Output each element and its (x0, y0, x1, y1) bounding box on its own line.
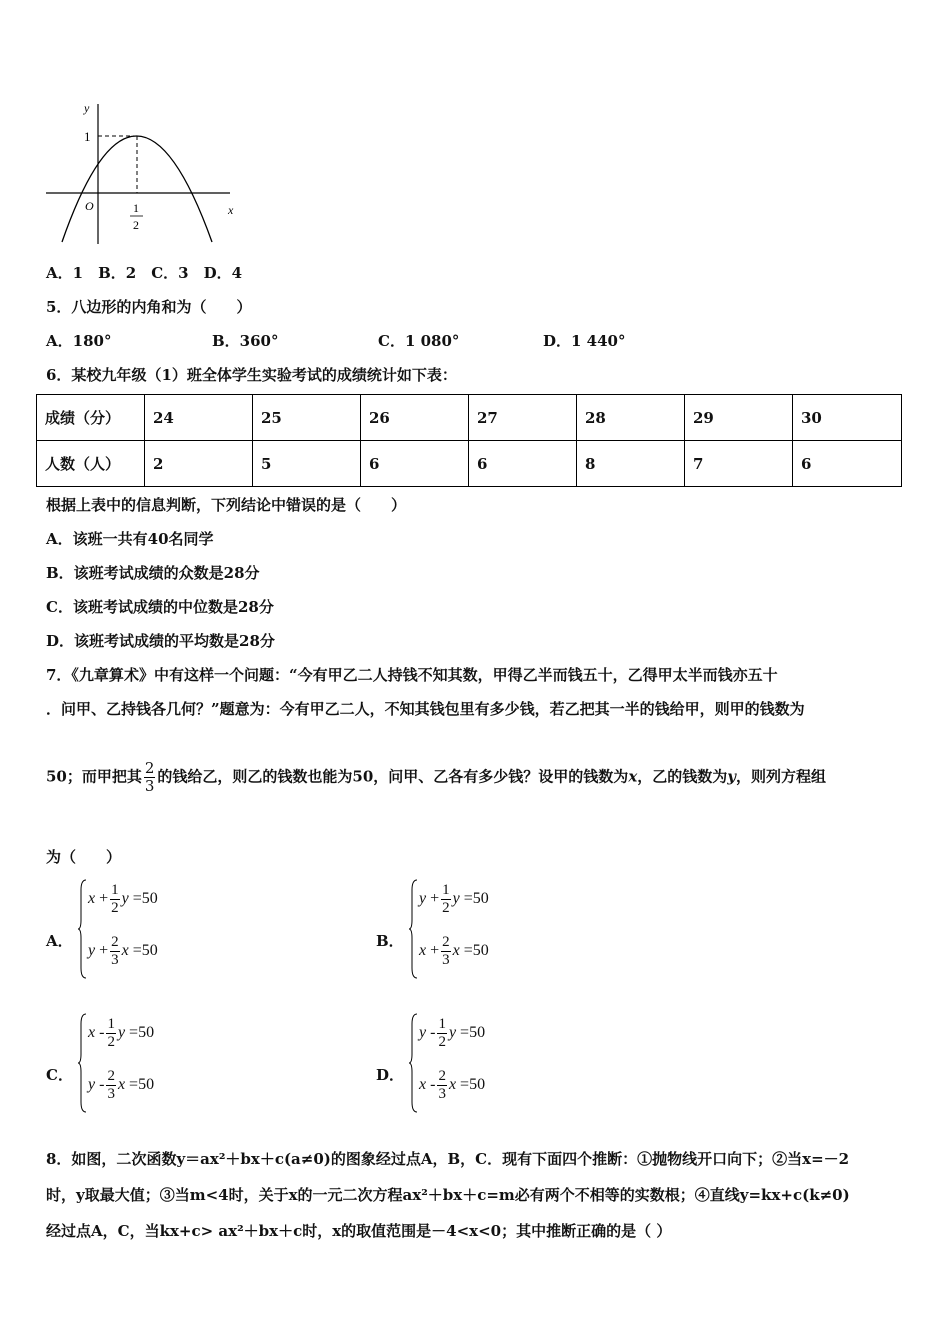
y-tick-label: 1 (84, 129, 91, 144)
eq-op: - (430, 1024, 436, 1042)
q7-line-2: ．问甲、乙持钱各几何？”题意为：今有甲乙二人，不知其钱包里有多少钱，若乙把其一半的钱给甲，则甲的钱数为 (46, 700, 805, 718)
q6-option-c: C．该班考试成绩的中位数是28分 (46, 598, 274, 616)
left-brace-icon (409, 1012, 419, 1114)
q4-options: A．1 B．2 C．3 D．4 (46, 264, 243, 282)
q8-line-1: 8．如图，二次函数y＝ax²＋bx＋c(a≠0)的图象经过点A，B，C．现有下面四个推断：①抛物线开口向下；②当x=－2 (46, 1150, 850, 1168)
eq-rhs: =50 (129, 1024, 155, 1042)
eq-term: x (88, 890, 96, 908)
left-brace-icon (78, 878, 88, 980)
eq-term: x (452, 942, 460, 960)
equation-1 (88, 1016, 154, 1051)
eq-rhs: =50 (460, 1024, 486, 1042)
q7-line-4: 为（ ） (46, 848, 122, 866)
table-cell: 7 (685, 441, 793, 487)
q7-option-a-label: A． (46, 932, 73, 950)
q5-option-b: B．360° (212, 332, 279, 350)
equation-2 (88, 1068, 154, 1103)
q7-system-b (409, 878, 529, 980)
table-cell: 2 (145, 441, 253, 487)
table-cell: 5 (253, 441, 361, 487)
eq-term: y (88, 1076, 96, 1094)
x-tick-denominator: 2 (133, 218, 139, 232)
table-cell: 29 (685, 395, 793, 441)
eq-fraction (441, 882, 451, 917)
x-tick-numerator: 1 (133, 201, 139, 215)
table-cell: 8 (577, 441, 685, 487)
fraction-numerator: 2 (107, 1068, 115, 1084)
q5-option-c: C．1 080° (378, 332, 460, 350)
eq-rhs: =50 (132, 890, 158, 908)
table-cell: 人数（人） (37, 441, 145, 487)
eq-rhs: =50 (463, 942, 489, 960)
y-axis-label: y (84, 101, 90, 115)
var-x: x (628, 767, 638, 786)
eq-term: x (419, 942, 427, 960)
table-row (37, 395, 902, 441)
two-thirds-fraction (144, 760, 156, 795)
table-cell: 成绩（分） (37, 395, 145, 441)
eq-rhs: =50 (460, 1076, 486, 1094)
fraction-denominator: 3 (438, 1086, 446, 1102)
q8-line-3: 经过点A，C，当kx+c> ax²＋bx＋c时，x的取值范围是－4<x<0；其中推断正确的是（ ） (46, 1222, 672, 1240)
eq-op: - (99, 1024, 105, 1042)
fraction-denominator: 2 (438, 1034, 446, 1050)
table-cell: 25 (253, 395, 361, 441)
eq-term: x (448, 1076, 457, 1094)
eq-op: - (99, 1076, 105, 1094)
q6-question: 根据上表中的信息判断，下列结论中错误的是（ ） (46, 496, 407, 514)
equation-1 (419, 882, 489, 917)
fraction-denominator: 3 (442, 952, 450, 968)
eq-fraction (106, 1068, 116, 1103)
fraction-denominator: 3 (144, 777, 155, 795)
q6-stem: 6．某校九年级（1）班全体学生实验考试的成绩统计如下表： (46, 366, 457, 384)
eq-fraction (437, 1016, 447, 1051)
q7-system-c (78, 1012, 198, 1114)
eq-op: + (430, 942, 440, 960)
eq-op: + (99, 942, 109, 960)
table-cell: 6 (469, 441, 577, 487)
table-cell: 6 (361, 441, 469, 487)
q6-option-d: D．该班考试成绩的平均数是28分 (46, 632, 275, 650)
q6-option-b: B．该班考试成绩的众数是28分 (46, 564, 260, 582)
x-axis-label: x (228, 203, 234, 217)
fraction-numerator: 2 (144, 759, 155, 777)
eq-term: y (117, 1024, 126, 1042)
equation-2 (419, 934, 489, 969)
eq-rhs: =50 (463, 890, 489, 908)
fraction-numerator: 1 (438, 1016, 446, 1032)
table-cell: 27 (469, 395, 577, 441)
q8-line-2: 时，y取最大值；③当m<4时，关于x的一元二次方程ax²＋bx＋c=m必有两个不相等的实数根；④直线y=kx+c(k≠0) (46, 1186, 850, 1204)
parabola-graph (40, 96, 250, 246)
q7-line-3-pre: 50；而甲把其 (46, 767, 142, 786)
fraction-denominator: 2 (442, 900, 450, 916)
table-cell: 30 (793, 395, 902, 441)
eq-term: y (419, 1024, 427, 1042)
eq-fraction (437, 1068, 447, 1103)
q7-line-3-post-3: ，则列方程组 (736, 767, 827, 786)
eq-term: x (88, 1024, 96, 1042)
equation-1 (419, 1016, 485, 1051)
fraction-numerator: 2 (438, 1068, 446, 1084)
table-cell: 26 (361, 395, 469, 441)
q7-line-3-post-1: 的钱给乙，则乙的钱数也能为50，问甲、乙各有多少钱？设甲的钱数为 (157, 767, 629, 786)
q6-option-a: A．该班一共有40名同学 (46, 530, 214, 548)
eq-term: x (419, 1076, 427, 1094)
eq-term: y (452, 890, 460, 908)
equation-2 (419, 1068, 485, 1103)
eq-term: x (121, 942, 129, 960)
table-cell: 6 (793, 441, 902, 487)
eq-op: + (430, 890, 440, 908)
fraction-denominator: 2 (107, 1034, 115, 1050)
eq-op: - (430, 1076, 436, 1094)
eq-term: y (448, 1024, 457, 1042)
left-brace-icon (78, 1012, 88, 1114)
eq-rhs: =50 (129, 1076, 155, 1094)
var-y: y (727, 767, 736, 786)
q7-option-b-label: B． (376, 932, 404, 950)
q7-line-1: 7．《九章算术》中有这样一个问题：“今有甲乙二人持钱不知其数，甲得乙半而钱五十，乙得甲太半而钱亦五十 (46, 666, 778, 684)
q7-option-c-label: C． (46, 1066, 73, 1084)
eq-rhs: =50 (132, 942, 158, 960)
fraction-numerator: 2 (111, 934, 119, 950)
origin-label: O (85, 199, 94, 213)
q7-system-d (409, 1012, 529, 1114)
eq-fraction (441, 934, 451, 969)
eq-term: y (88, 942, 96, 960)
q5-option-d: D．1 440° (543, 332, 626, 350)
eq-fraction (110, 934, 120, 969)
q5-option-a: A．180° (46, 332, 112, 350)
q7-system-a (78, 878, 198, 980)
eq-term: y (121, 890, 129, 908)
q7-line-3-post-2: ，乙的钱数为 (637, 767, 728, 786)
fraction-denominator: 3 (111, 952, 119, 968)
q5-stem: 5．八边形的内角和为（ ） (46, 298, 252, 316)
fraction-numerator: 1 (442, 882, 450, 898)
table-cell: 24 (145, 395, 253, 441)
fraction-numerator: 2 (442, 934, 450, 950)
left-brace-icon (409, 878, 419, 980)
fraction-denominator: 2 (111, 900, 119, 916)
eq-term: x (117, 1076, 126, 1094)
fraction-numerator: 1 (111, 882, 119, 898)
fraction-numerator: 1 (107, 1016, 115, 1032)
eq-fraction (110, 882, 120, 917)
q7-option-d-label: D． (376, 1066, 405, 1084)
eq-op: + (99, 890, 109, 908)
table-cell: 28 (577, 395, 685, 441)
q7-line-3 (46, 760, 826, 795)
table-row (37, 441, 902, 487)
eq-term: y (419, 890, 427, 908)
equation-1 (88, 882, 158, 917)
equation-2 (88, 934, 158, 969)
fraction-denominator: 3 (107, 1086, 115, 1102)
eq-fraction (106, 1016, 116, 1051)
score-table (36, 394, 902, 487)
